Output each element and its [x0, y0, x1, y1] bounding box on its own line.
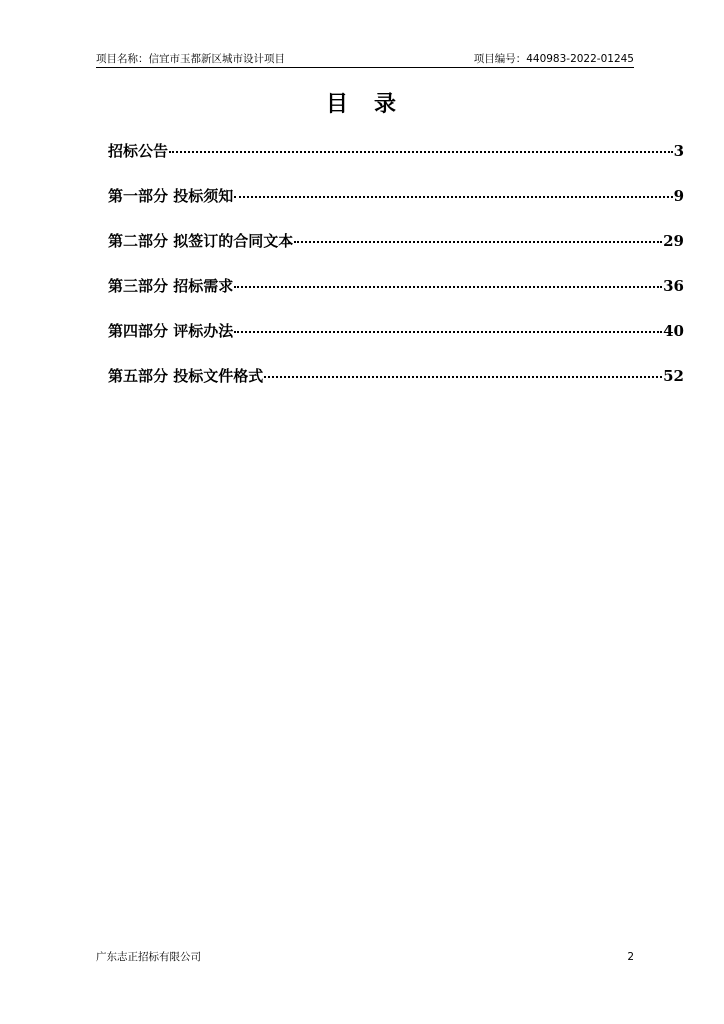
toc-leader-dots: [234, 286, 662, 288]
project-name: 项目名称：信宜市玉都新区城市设计项目: [96, 53, 285, 65]
page-footer: [96, 950, 634, 966]
table-of-contents: [108, 140, 684, 410]
toc-entry-page: 9: [673, 187, 684, 205]
toc-entry-page: 52: [663, 367, 684, 385]
toc-entry-part-2[interactable]: [108, 230, 684, 275]
toc-entry-page: 36: [663, 277, 684, 295]
toc-leader-dots: [234, 331, 662, 333]
toc-entry-part-3[interactable]: [108, 275, 684, 320]
page-header: [96, 52, 634, 68]
toc-entry-part-1[interactable]: [108, 185, 684, 230]
toc-entry-label: 招标公告: [108, 142, 169, 160]
toc-entry-label: 第一部分 投标须知: [108, 187, 234, 205]
toc-leader-dots: [294, 241, 662, 243]
page-number: 2: [627, 951, 634, 963]
company-name: 广东志正招标有限公司: [96, 951, 201, 963]
toc-entry-page: 29: [663, 232, 684, 250]
toc-entry-part-5[interactable]: [108, 365, 684, 410]
project-number: 项目编号：440983-2022-01245: [473, 53, 634, 65]
toc-leader-dots: [234, 196, 672, 198]
toc-entry-page: 40: [663, 322, 684, 340]
toc-entry-page: 3: [673, 142, 684, 160]
toc-title: 目 录: [325, 92, 398, 117]
toc-entry-label: 第四部分 评标办法: [108, 322, 234, 340]
toc-entry-label: 第五部分 投标文件格式: [108, 367, 264, 385]
toc-entry-label: 第三部分 招标需求: [108, 277, 234, 295]
toc-entry-part-4[interactable]: [108, 320, 684, 365]
toc-entry-announcement[interactable]: [108, 140, 684, 185]
toc-leader-dots: [169, 151, 673, 153]
toc-entry-label: 第二部分 拟签订的合同文本: [108, 232, 294, 250]
toc-leader-dots: [264, 376, 662, 378]
